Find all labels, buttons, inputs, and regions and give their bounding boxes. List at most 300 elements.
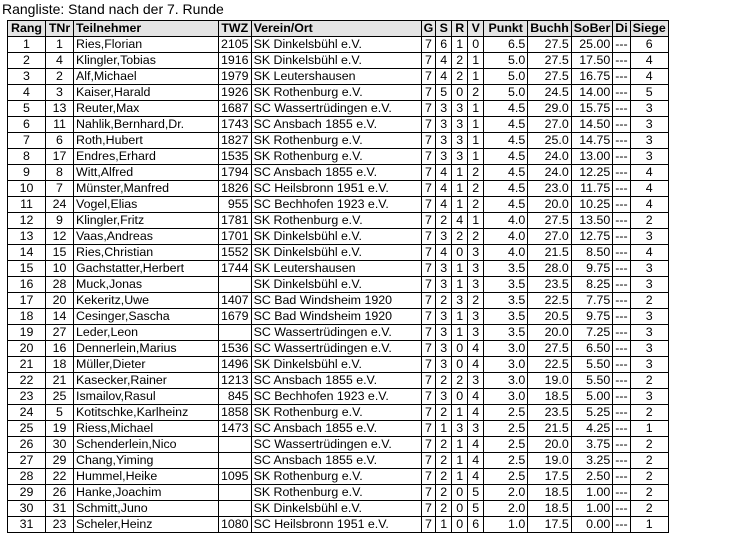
table-row (8, 357, 669, 373)
cell-rank: 25 (8, 421, 46, 437)
cell-losses: 2 (468, 293, 484, 309)
cell-club: SK Dinkelsbühl e.V. (251, 229, 421, 245)
cell-wins: 3 (436, 325, 452, 341)
cell-player-number: 23 (46, 517, 74, 533)
cell-losses: 1 (468, 53, 484, 69)
cell-wins: 3 (436, 261, 452, 277)
cell-draws: 3 (452, 101, 468, 117)
cell-wins: 1 (436, 517, 452, 533)
cell-points: 4.5 (484, 197, 528, 213)
cell-direct-encounter: --- (613, 53, 630, 69)
cell-rating: 1744 (219, 261, 252, 277)
table-row (8, 293, 669, 309)
cell-rating: 1213 (219, 373, 252, 389)
cell-games: 7 (421, 325, 436, 341)
cell-direct-encounter: --- (613, 469, 630, 485)
cell-rating: 1407 (219, 293, 252, 309)
cell-direct-encounter: --- (613, 293, 630, 309)
cell-wins: 2 (436, 453, 452, 469)
cell-rank: 21 (8, 357, 46, 373)
cell-draws: 1 (452, 181, 468, 197)
cell-games: 7 (421, 85, 436, 101)
cell-player-number: 4 (46, 53, 74, 69)
cell-player-number: 20 (46, 293, 74, 309)
cell-buchholz: 27.5 (528, 341, 572, 357)
cell-rating: 1535 (219, 149, 252, 165)
cell-rank: 29 (8, 485, 46, 501)
cell-club: SK Rothenburg e.V. (251, 149, 421, 165)
cell-club: SC Ansbach 1855 e.V. (251, 165, 421, 181)
cell-club: SK Dinkelsbühl e.V. (251, 501, 421, 517)
cell-rating: 2105 (219, 37, 252, 53)
cell-buchholz: 19.0 (528, 453, 572, 469)
cell-games: 7 (421, 373, 436, 389)
cell-rank: 16 (8, 277, 46, 293)
cell-points: 3.5 (484, 261, 528, 277)
table-row (8, 53, 669, 69)
cell-games: 7 (421, 181, 436, 197)
cell-rating: 1552 (219, 245, 252, 261)
table-row (8, 85, 669, 101)
cell-wins-count: 3 (630, 133, 668, 149)
cell-wins-count: 2 (630, 405, 668, 421)
cell-buchholz: 17.5 (528, 469, 572, 485)
cell-rating (219, 453, 252, 469)
column-header-player-number: TNr (46, 21, 74, 37)
cell-rating (219, 437, 252, 453)
cell-player-name: Ismailov,Rasul (74, 389, 219, 405)
cell-sonneborn-berger: 1.00 (571, 501, 613, 517)
cell-club: SK Dinkelsbühl e.V. (251, 277, 421, 293)
cell-buchholz: 23.0 (528, 181, 572, 197)
cell-player-name: Ries,Christian (74, 245, 219, 261)
cell-games: 7 (421, 517, 436, 533)
cell-direct-encounter: --- (613, 341, 630, 357)
cell-player-name: Roth,Hubert (74, 133, 219, 149)
cell-draws: 0 (452, 85, 468, 101)
cell-direct-encounter: --- (613, 229, 630, 245)
table-row (8, 181, 669, 197)
cell-sonneborn-berger: 14.50 (571, 117, 613, 133)
cell-club: SC Heilsbronn 1951 e.V. (251, 517, 421, 533)
cell-rank: 26 (8, 437, 46, 453)
cell-wins: 4 (436, 197, 452, 213)
cell-losses: 4 (468, 405, 484, 421)
cell-wins: 4 (436, 165, 452, 181)
table-row (8, 133, 669, 149)
cell-rating (219, 277, 252, 293)
cell-wins: 3 (436, 149, 452, 165)
cell-rating: 1095 (219, 469, 252, 485)
cell-player-name: Vaas,Andreas (74, 229, 219, 245)
cell-club: SK Dinkelsbühl e.V. (251, 245, 421, 261)
cell-wins-count: 2 (630, 293, 668, 309)
cell-wins: 3 (436, 101, 452, 117)
page-title: Rangliste: Stand nach der 7. Runde (2, 1, 224, 17)
column-header-rating: TWZ (219, 21, 252, 37)
cell-direct-encounter: --- (613, 485, 630, 501)
cell-games: 7 (421, 437, 436, 453)
cell-player-name: Riess,Michael (74, 421, 219, 437)
cell-player-name: Chang,Yiming (74, 453, 219, 469)
column-header-club: Verein/Ort (251, 21, 421, 37)
column-header-points: Punkt (484, 21, 528, 37)
cell-player-number: 19 (46, 421, 74, 437)
cell-games: 7 (421, 469, 436, 485)
cell-player-number: 5 (46, 405, 74, 421)
cell-wins: 3 (436, 133, 452, 149)
cell-player-number: 17 (46, 149, 74, 165)
cell-player-number: 18 (46, 357, 74, 373)
cell-losses: 3 (468, 277, 484, 293)
cell-rank: 14 (8, 245, 46, 261)
cell-draws: 1 (452, 261, 468, 277)
cell-draws: 3 (452, 293, 468, 309)
cell-player-number: 10 (46, 261, 74, 277)
cell-games: 7 (421, 165, 436, 181)
cell-points: 5.0 (484, 69, 528, 85)
cell-buchholz: 27.5 (528, 69, 572, 85)
cell-wins-count: 4 (630, 181, 668, 197)
cell-rating: 1536 (219, 341, 252, 357)
cell-rank: 20 (8, 341, 46, 357)
cell-direct-encounter: --- (613, 213, 630, 229)
cell-club: SC Wassertrüdingen e.V. (251, 341, 421, 357)
cell-points: 2.0 (484, 501, 528, 517)
cell-points: 1.0 (484, 517, 528, 533)
cell-draws: 1 (452, 37, 468, 53)
cell-rating: 1794 (219, 165, 252, 181)
cell-rank: 8 (8, 149, 46, 165)
cell-games: 7 (421, 357, 436, 373)
cell-direct-encounter: --- (613, 517, 630, 533)
cell-club: SC Wassertrüdingen e.V. (251, 101, 421, 117)
cell-sonneborn-berger: 25.00 (571, 37, 613, 53)
cell-wins-count: 3 (630, 101, 668, 117)
cell-direct-encounter: --- (613, 277, 630, 293)
cell-points: 4.0 (484, 213, 528, 229)
cell-sonneborn-berger: 14.75 (571, 133, 613, 149)
cell-player-number: 25 (46, 389, 74, 405)
cell-rating: 1701 (219, 229, 252, 245)
cell-player-name: Alf,Michael (74, 69, 219, 85)
cell-losses: 1 (468, 117, 484, 133)
cell-player-name: Endres,Erhard (74, 149, 219, 165)
cell-wins-count: 3 (630, 357, 668, 373)
cell-rank: 10 (8, 181, 46, 197)
cell-club: SK Rothenburg e.V. (251, 469, 421, 485)
cell-points: 3.5 (484, 277, 528, 293)
cell-club: SC Wassertrüdingen e.V. (251, 325, 421, 341)
cell-direct-encounter: --- (613, 197, 630, 213)
cell-player-number: 15 (46, 245, 74, 261)
cell-losses: 4 (468, 437, 484, 453)
cell-games: 7 (421, 453, 436, 469)
table-row (8, 117, 669, 133)
cell-draws: 1 (452, 325, 468, 341)
cell-wins: 1 (436, 421, 452, 437)
cell-rating: 1826 (219, 181, 252, 197)
cell-games: 7 (421, 37, 436, 53)
cell-points: 2.5 (484, 437, 528, 453)
cell-player-number: 16 (46, 341, 74, 357)
table-row (8, 69, 669, 85)
cell-points: 2.5 (484, 453, 528, 469)
cell-sonneborn-berger: 7.75 (571, 293, 613, 309)
cell-buchholz: 27.0 (528, 229, 572, 245)
cell-wins-count: 3 (630, 117, 668, 133)
cell-games: 7 (421, 309, 436, 325)
cell-points: 5.0 (484, 53, 528, 69)
cell-wins: 2 (436, 485, 452, 501)
cell-player-name: Reuter,Max (74, 101, 219, 117)
cell-games: 7 (421, 213, 436, 229)
cell-buchholz: 20.5 (528, 309, 572, 325)
cell-draws: 0 (452, 517, 468, 533)
cell-player-number: 7 (46, 181, 74, 197)
cell-sonneborn-berger: 7.25 (571, 325, 613, 341)
cell-sonneborn-berger: 2.50 (571, 469, 613, 485)
cell-sonneborn-berger: 0.00 (571, 517, 613, 533)
cell-buchholz: 18.5 (528, 485, 572, 501)
cell-losses: 5 (468, 501, 484, 517)
cell-rank: 31 (8, 517, 46, 533)
cell-rank: 2 (8, 53, 46, 69)
cell-buchholz: 24.0 (528, 149, 572, 165)
cell-sonneborn-berger: 3.25 (571, 453, 613, 469)
cell-games: 7 (421, 101, 436, 117)
cell-points: 2.0 (484, 485, 528, 501)
cell-draws: 0 (452, 341, 468, 357)
cell-buchholz: 17.5 (528, 517, 572, 533)
cell-rating: 1926 (219, 85, 252, 101)
table-row (8, 37, 669, 53)
cell-wins-count: 1 (630, 421, 668, 437)
cell-games: 7 (421, 245, 436, 261)
cell-losses: 2 (468, 85, 484, 101)
cell-player-name: Dennerlein,Marius (74, 341, 219, 357)
cell-club: SC Bad Windsheim 1920 (251, 309, 421, 325)
cell-draws: 1 (452, 165, 468, 181)
cell-losses: 3 (468, 309, 484, 325)
cell-direct-encounter: --- (613, 133, 630, 149)
cell-games: 7 (421, 421, 436, 437)
cell-player-number: 27 (46, 325, 74, 341)
cell-player-number: 28 (46, 277, 74, 293)
cell-club: SK Rothenburg e.V. (251, 485, 421, 501)
cell-wins: 4 (436, 53, 452, 69)
cell-losses: 0 (468, 37, 484, 53)
cell-losses: 1 (468, 149, 484, 165)
cell-player-name: Ries,Florian (74, 37, 219, 53)
cell-club: SC Ansbach 1855 e.V. (251, 453, 421, 469)
cell-club: SC Bechhofen 1923 e.V. (251, 389, 421, 405)
table-row (8, 277, 669, 293)
cell-games: 7 (421, 293, 436, 309)
cell-draws: 1 (452, 405, 468, 421)
cell-wins: 2 (436, 469, 452, 485)
cell-points: 3.0 (484, 357, 528, 373)
cell-player-name: Kotitschke,Karlheinz (74, 405, 219, 421)
cell-sonneborn-berger: 5.50 (571, 373, 613, 389)
cell-games: 7 (421, 117, 436, 133)
cell-games: 7 (421, 405, 436, 421)
cell-buchholz: 24.5 (528, 85, 572, 101)
cell-points: 3.5 (484, 293, 528, 309)
cell-draws: 1 (452, 277, 468, 293)
cell-direct-encounter: --- (613, 501, 630, 517)
cell-losses: 3 (468, 373, 484, 389)
cell-buchholz: 20.0 (528, 437, 572, 453)
cell-rating: 1496 (219, 357, 252, 373)
cell-points: 4.0 (484, 245, 528, 261)
cell-wins: 2 (436, 501, 452, 517)
cell-player-number: 2 (46, 69, 74, 85)
cell-wins: 2 (436, 213, 452, 229)
cell-rank: 3 (8, 69, 46, 85)
cell-wins-count: 3 (630, 149, 668, 165)
cell-losses: 6 (468, 517, 484, 533)
cell-points: 4.5 (484, 133, 528, 149)
cell-wins: 2 (436, 437, 452, 453)
cell-buchholz: 29.0 (528, 101, 572, 117)
cell-losses: 5 (468, 485, 484, 501)
cell-player-name: Gachstatter,Herbert (74, 261, 219, 277)
cell-direct-encounter: --- (613, 181, 630, 197)
cell-buchholz: 18.5 (528, 389, 572, 405)
cell-sonneborn-berger: 1.00 (571, 485, 613, 501)
cell-wins-count: 2 (630, 485, 668, 501)
cell-points: 4.5 (484, 117, 528, 133)
cell-player-name: Vogel,Elias (74, 197, 219, 213)
cell-buchholz: 27.5 (528, 53, 572, 69)
table-row (8, 261, 669, 277)
cell-games: 7 (421, 149, 436, 165)
cell-rating (219, 485, 252, 501)
cell-rating (219, 325, 252, 341)
cell-rank: 7 (8, 133, 46, 149)
cell-wins-count: 2 (630, 469, 668, 485)
cell-sonneborn-berger: 10.25 (571, 197, 613, 213)
table-row (8, 213, 669, 229)
table-row (8, 517, 669, 533)
cell-player-name: Klingler,Tobias (74, 53, 219, 69)
cell-player-name: Kasecker,Rainer (74, 373, 219, 389)
cell-draws: 0 (452, 501, 468, 517)
cell-buchholz: 27.5 (528, 213, 572, 229)
cell-draws: 1 (452, 469, 468, 485)
cell-draws: 2 (452, 69, 468, 85)
cell-sonneborn-berger: 9.75 (571, 261, 613, 277)
cell-wins: 2 (436, 405, 452, 421)
cell-wins: 3 (436, 341, 452, 357)
cell-wins-count: 2 (630, 453, 668, 469)
cell-draws: 2 (452, 373, 468, 389)
cell-player-number: 24 (46, 197, 74, 213)
cell-rank: 23 (8, 389, 46, 405)
cell-rating: 1979 (219, 69, 252, 85)
cell-points: 3.0 (484, 373, 528, 389)
cell-sonneborn-berger: 8.25 (571, 277, 613, 293)
cell-rank: 12 (8, 213, 46, 229)
cell-losses: 2 (468, 181, 484, 197)
cell-rank: 22 (8, 373, 46, 389)
cell-points: 4.5 (484, 149, 528, 165)
cell-club: SK Rothenburg e.V. (251, 85, 421, 101)
cell-losses: 3 (468, 421, 484, 437)
cell-draws: 0 (452, 485, 468, 501)
cell-rating: 1080 (219, 517, 252, 533)
cell-club: SC Bad Windsheim 1920 (251, 293, 421, 309)
cell-wins-count: 4 (630, 69, 668, 85)
column-header-sonneborn-berger: SoBer (571, 21, 613, 37)
cell-rank: 27 (8, 453, 46, 469)
table-row (8, 149, 669, 165)
cell-buchholz: 21.5 (528, 421, 572, 437)
cell-player-name: Cesinger,Sascha (74, 309, 219, 325)
cell-player-name: Leder,Leon (74, 325, 219, 341)
table-row (8, 309, 669, 325)
cell-wins-count: 3 (630, 341, 668, 357)
cell-points: 3.0 (484, 341, 528, 357)
table-row (8, 485, 669, 501)
cell-player-name: Klingler,Fritz (74, 213, 219, 229)
cell-direct-encounter: --- (613, 389, 630, 405)
cell-club: SC Bechhofen 1923 e.V. (251, 197, 421, 213)
cell-rank: 28 (8, 469, 46, 485)
cell-wins-count: 3 (630, 277, 668, 293)
cell-club: SK Dinkelsbühl e.V. (251, 37, 421, 53)
cell-draws: 2 (452, 229, 468, 245)
cell-club: SK Leutershausen (251, 69, 421, 85)
cell-rank: 19 (8, 325, 46, 341)
cell-sonneborn-berger: 11.75 (571, 181, 613, 197)
cell-draws: 3 (452, 117, 468, 133)
cell-wins-count: 2 (630, 373, 668, 389)
cell-buchholz: 24.0 (528, 165, 572, 181)
cell-rank: 18 (8, 309, 46, 325)
table-row (8, 341, 669, 357)
cell-direct-encounter: --- (613, 325, 630, 341)
cell-wins: 3 (436, 389, 452, 405)
cell-losses: 4 (468, 341, 484, 357)
cell-losses: 4 (468, 389, 484, 405)
cell-direct-encounter: --- (613, 309, 630, 325)
cell-rating: 1473 (219, 421, 252, 437)
column-header-wins-count: Siege (630, 21, 668, 37)
cell-draws: 0 (452, 389, 468, 405)
cell-buchholz: 23.5 (528, 405, 572, 421)
table-row (8, 373, 669, 389)
cell-sonneborn-berger: 13.50 (571, 213, 613, 229)
cell-rank: 30 (8, 501, 46, 517)
cell-rating: 1687 (219, 101, 252, 117)
table-row (8, 197, 669, 213)
cell-club: SK Dinkelsbühl e.V. (251, 357, 421, 373)
cell-direct-encounter: --- (613, 453, 630, 469)
cell-games: 7 (421, 485, 436, 501)
cell-wins: 4 (436, 69, 452, 85)
cell-sonneborn-berger: 5.00 (571, 389, 613, 405)
cell-player-number: 9 (46, 213, 74, 229)
cell-wins-count: 4 (630, 245, 668, 261)
cell-player-number: 3 (46, 85, 74, 101)
cell-draws: 1 (452, 453, 468, 469)
cell-direct-encounter: --- (613, 117, 630, 133)
cell-wins: 3 (436, 117, 452, 133)
cell-losses: 1 (468, 213, 484, 229)
cell-rank: 5 (8, 101, 46, 117)
